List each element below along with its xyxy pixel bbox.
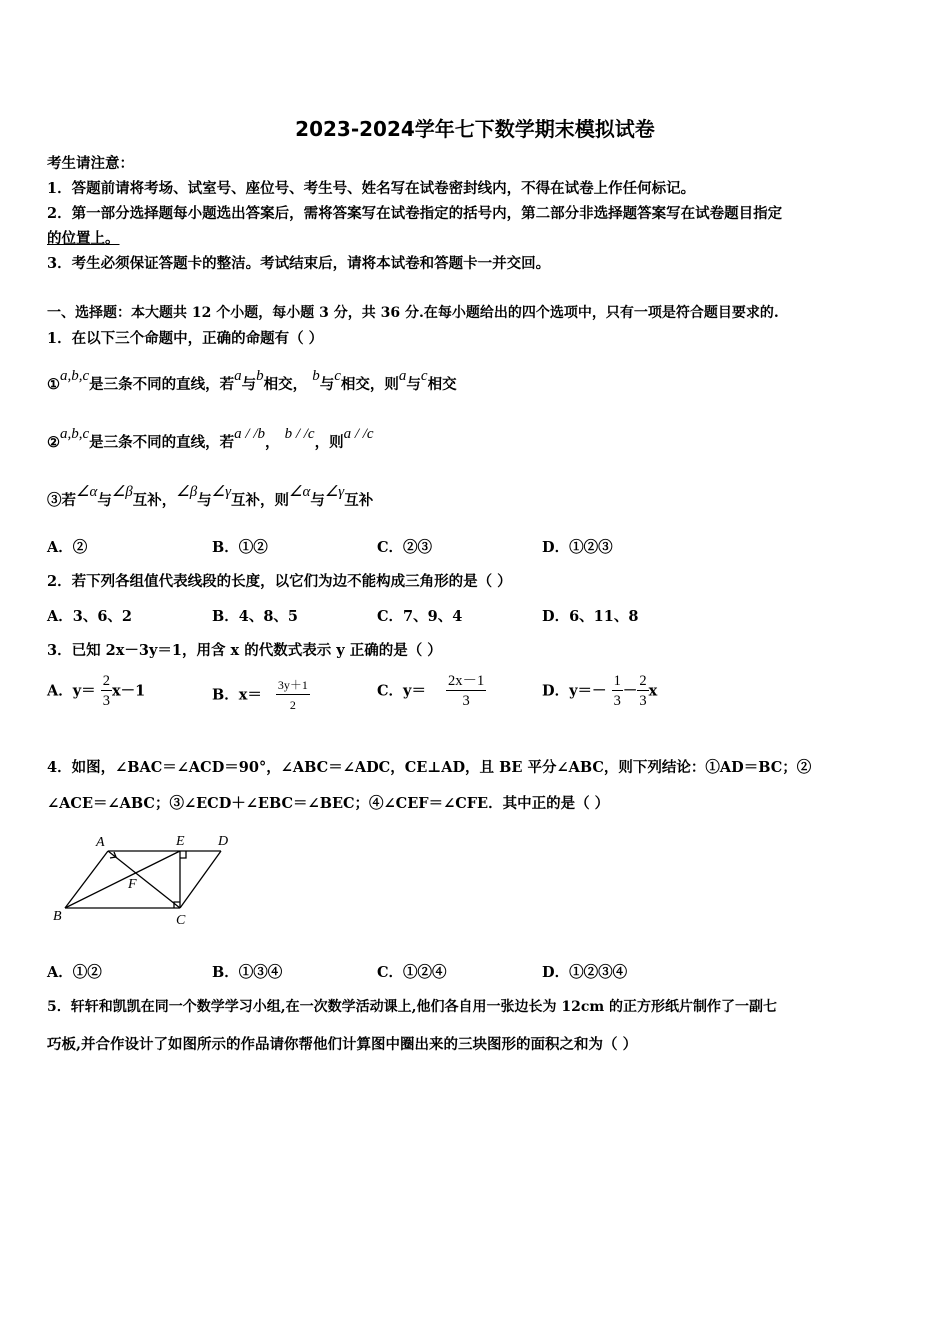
q2-option-d[interactable]: D．6、11、8: [542, 608, 639, 625]
q4-line-1: 4．如图，∠BAC＝∠ACD＝90°，∠ABC＝∠ADC，CE⊥AD，且 BE 平分∠ABC，则下列结论：①AD＝BC；②: [47, 759, 812, 776]
q1-statement-3: ③若∠α与∠β互补，∠β与∠γ互补，则∠α与∠γ互补: [47, 484, 374, 509]
line-ab: [65, 851, 108, 908]
q2-option-c[interactable]: C．7、9、4: [377, 608, 463, 625]
q3-option-b[interactable]: B．x＝ $\frac{3y+1}{2}$: [212, 678, 308, 712]
q2-option-a[interactable]: A．3、6、2: [47, 608, 133, 625]
section-heading: 一、选择题：本大题共 12 个小题，每小题 3 分，共 36 分.在每小题给出的四个选项中，只有一项是符合题目要求的.: [47, 305, 779, 321]
line-be: [65, 851, 180, 908]
notice-heading: 考生请注意：: [47, 155, 134, 172]
label-e: E: [176, 834, 185, 849]
q1-statement-1: ①a,b,c是三条不同的直线，若a与b相交， b与c相交，则a与c相交: [47, 368, 457, 393]
label-a: A: [96, 835, 105, 850]
line-dc: [180, 851, 221, 908]
q5-line-1: 5．轩轩和凯凯在同一个数学学习小组,在一次数学活动课上,他们各自用一张边长为 12cm 的正方形纸片制作了一副七: [47, 999, 778, 1015]
q1-statement-2: ②a,b,c是三条不同的直线，若a / /b， b / /c，则a / /c: [47, 426, 374, 451]
q1-option-d[interactable]: D．①②③: [542, 539, 613, 556]
q4-option-c[interactable]: C．①②④: [377, 964, 447, 981]
q4-line-2: ∠ACE＝∠ABC；③∠ECD＋∠EBC＝∠BEC；④∠CEF＝∠CFE．其中正的是（ ）: [47, 795, 610, 812]
q3-option-d[interactable]: D．y＝－ $\frac{1}{3}$ － $\frac{2}{3}$ x: [542, 673, 658, 709]
q3-option-a[interactable]: A．y＝ $\frac{2}{3}$ x－1: [47, 673, 146, 709]
q1-option-a[interactable]: A．②: [47, 539, 88, 556]
q3-stem: 3．已知 2x－3y＝1，用含 x 的代数式表示 y 正确的是（ ）: [47, 642, 442, 659]
notice-item-3: 3．考生必须保证答题卡的整洁。考试结束后，请将本试卷和答题卡一并交回。: [47, 255, 551, 272]
q4-option-d[interactable]: D．①②③④: [542, 964, 628, 981]
label-d: D: [218, 834, 229, 849]
q1-option-c[interactable]: C．②③: [377, 539, 433, 556]
q2-option-b[interactable]: B．4、8、5: [212, 608, 299, 625]
label-b: B: [53, 909, 62, 924]
label-c: C: [176, 913, 186, 928]
notice-item-2-cont: 的位置上。: [47, 230, 120, 247]
q4-figure: [48, 828, 248, 930]
q5-line-2: 巧板,并合作设计了如图所示的作品请你帮他们计算图中圈出来的三块图形的面积之和为（ ）: [47, 1036, 638, 1053]
q1-stem: 1．在以下三个命题中，正确的命题有（ ）: [47, 330, 324, 347]
label-f: F: [128, 877, 137, 892]
page-title: 2023-2024学年七下数学期末模拟试卷: [295, 117, 655, 141]
notice-item-1: 1．答题前请将考场、试室号、座位号、考生号、姓名写在试卷密封线内，不得在试卷上作任何标记。: [47, 180, 696, 197]
q4-option-b[interactable]: B．①③④: [212, 964, 283, 981]
right-angle-e: [180, 851, 186, 858]
q2-stem: 2．若下列各组值代表线段的长度，以它们为边不能构成三角形的是（ ）: [47, 573, 512, 590]
q4-option-a[interactable]: A．①②: [47, 964, 102, 981]
q1-option-b[interactable]: B．①②: [212, 539, 268, 556]
line-ac: [108, 851, 180, 908]
notice-item-2: 2．第一部分选择题每小题选出答案后，需将答案写在试卷指定的括号内，第二部分非选择题答案写在试卷题目指定: [47, 205, 783, 222]
q3-option-c[interactable]: C．y＝ $\frac{2x-1}{3}$: [377, 673, 485, 709]
